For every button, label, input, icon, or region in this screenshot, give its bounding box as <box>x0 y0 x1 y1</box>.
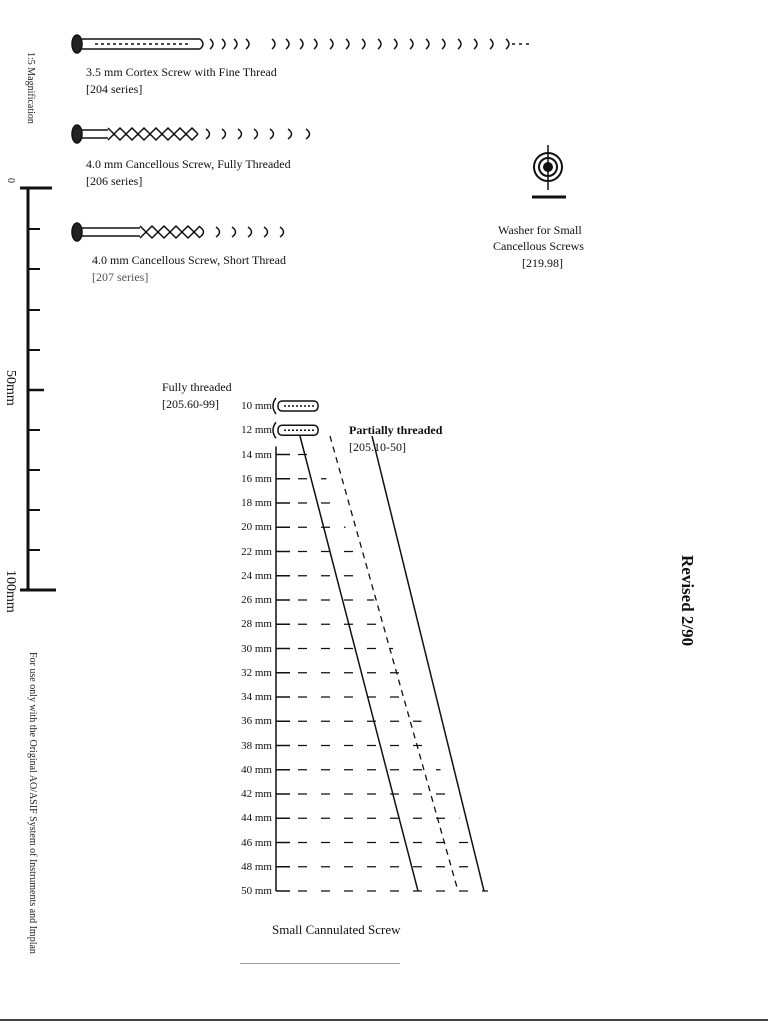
cancellous-full-series: [206 series] <box>86 174 143 188</box>
cancellous-short-title: 4.0 mm Cancellous Screw, Short Thread <box>92 253 286 267</box>
length-label: 42 mm <box>241 788 272 800</box>
cortex-screw-series: [204 series] <box>86 82 143 96</box>
length-label: 30 mm <box>241 642 272 655</box>
partially-threaded-screw-icon <box>273 422 318 438</box>
washer-code: [219.98] <box>522 256 563 270</box>
washer-subtitle: Cancellous Screws <box>493 239 584 253</box>
length-label: 28 mm <box>241 618 272 631</box>
fully-threaded-code: [205.60-99] <box>162 397 219 411</box>
length-label: 40 mm <box>241 763 272 776</box>
scale-label-100mm: 100mm <box>3 570 18 613</box>
fully-threaded-label: Fully threaded <box>162 380 232 394</box>
length-label: 24 mm <box>241 569 272 582</box>
magnification-note: 1:5 Magnification <box>25 52 36 124</box>
partially-threaded-code: [205.10-50] <box>349 440 406 454</box>
length-label: 12 mm <box>241 424 272 437</box>
fully-threaded-screw-icon <box>273 398 318 414</box>
length-label: 20 mm <box>241 521 272 534</box>
scale-zero-marker: 0 <box>5 178 16 183</box>
length-label: 18 mm <box>241 497 272 509</box>
length-label: 50 mm <box>241 885 272 897</box>
length-label: 10 mm <box>241 400 272 412</box>
cortex-screw-title: 3.5 mm Cortex Screw with Fine Thread <box>86 65 277 79</box>
fan-line <box>372 436 484 891</box>
length-label: 34 mm <box>241 691 272 703</box>
length-label: 36 mm <box>241 715 272 728</box>
length-label: 26 mm <box>241 594 272 606</box>
length-label: 14 mm <box>241 448 272 461</box>
cannulated-caption: Small Cannulated Screw <box>272 922 401 937</box>
fan-line <box>330 436 458 891</box>
length-label: 46 mm <box>241 836 272 849</box>
length-label: 44 mm <box>241 812 272 825</box>
scale-label-50mm: 50mm <box>3 370 18 406</box>
scan-artifact <box>0 1019 768 1021</box>
revised-date: Revised 2/90 <box>678 555 697 647</box>
length-label: 38 mm <box>241 739 272 752</box>
length-label: 16 mm <box>241 472 272 485</box>
length-label: 32 mm <box>241 666 272 679</box>
length-label: 48 mm <box>241 860 272 873</box>
fan-line <box>300 436 418 891</box>
partially-threaded-label: Partially threaded <box>349 423 443 437</box>
usage-note: For use only with the Original AO/ASIF System of Instruments and Implan <box>27 652 38 954</box>
washer-title: Washer for Small <box>498 223 582 237</box>
length-label: 22 mm <box>241 545 272 558</box>
cancellous-full-title: 4.0 mm Cancellous Screw, Fully Threaded <box>86 157 291 171</box>
cancellous-short-series: [207 series] <box>92 270 149 284</box>
scan-artifact <box>240 963 400 964</box>
